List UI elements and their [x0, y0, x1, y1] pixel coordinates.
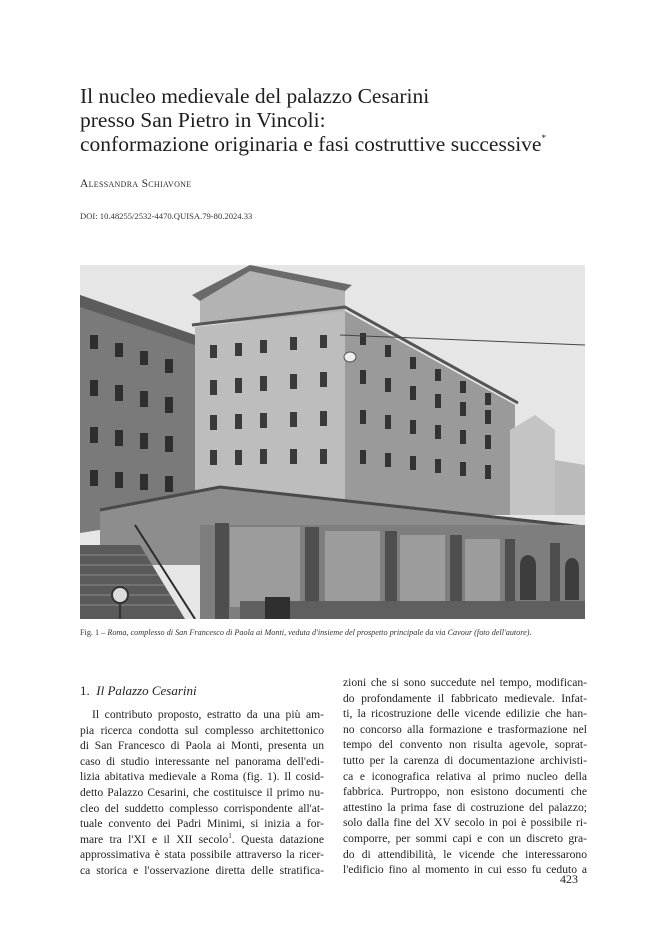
body-line: comporre, per sommi capi e con un discreto gra- — [343, 831, 587, 845]
body-line: caso di studio interessante nel panorama dell'edi- — [80, 754, 324, 768]
doi-identifier: DOI: 10.48255/2532-4470.QUISA.79-80.2024.33 — [80, 211, 253, 221]
footnote-ref: 1 — [228, 831, 232, 840]
title-line-1: Il nucleo medievale del palazzo Cesarini — [80, 84, 430, 108]
title-footnote-marker: * — [541, 133, 546, 143]
body-line: fabbrica. Purtroppo, non esistono documenti che — [343, 785, 587, 799]
figure-photo-palazzo — [80, 265, 585, 619]
body-line: ca e iconografica relativa al primo nucleo della — [343, 769, 587, 783]
body-line: Il contributo proposto, estratto da una più am- — [92, 708, 324, 721]
body-line: pia ricerca condotta sul complesso architettonico — [80, 723, 324, 737]
caption-label: Fig. 1 – — [80, 628, 108, 637]
body-line-tail: . Questa datazione — [231, 832, 324, 846]
figure-caption — [80, 628, 595, 637]
body-line: zioni che si sono succedute nel tempo, modifican- — [343, 676, 587, 689]
body-line: attestino la prima fase di costruzione del palazzo; — [343, 800, 587, 814]
body-line: do profondamente il fabbricato medievale. Infat- — [343, 691, 587, 705]
page-number: 423 — [560, 872, 578, 886]
body-line: no concorso alla formazione e trasformazione nel — [343, 722, 587, 736]
body-line: di San Francesco di Paola ai Monti, presenta un — [80, 739, 324, 753]
body-line: ca storica e l'osservazione diretta delle stratifica- — [80, 863, 324, 877]
body-line: solo dalla fine del XV secolo in poi è possibile ri- — [343, 816, 587, 830]
body-line: tutto per la carenza di documentazione archivisti- — [343, 753, 587, 767]
body-line: l'edificio fino al momento in cui esso fu ceduto a — [343, 863, 587, 877]
author-name: Alessandra Schiavone — [80, 178, 192, 190]
section-title: Il Palazzo Cesarini — [96, 683, 197, 698]
title-line-3: conformazione originaria e fasi costruttive successive — [80, 132, 542, 156]
body-column-right — [343, 675, 587, 878]
section-number: 1. — [80, 683, 90, 698]
body-line: tuale convento dei Padri Minimi, si inizia a for- — [80, 817, 324, 831]
body-line: cleo del suddetto complesso corrispondente all'at- — [80, 801, 324, 815]
body-line: detto Palazzo Cesarini, che costituisce il primo nu- — [80, 785, 324, 799]
article-title — [80, 84, 580, 156]
title-line-2: presso San Pietro in Vincoli: — [80, 108, 326, 132]
body-line-with-footnote — [80, 832, 324, 848]
body-line-text: mare tra l'XI e il XII secolo — [80, 832, 229, 846]
body-line: do di attendibilità, le vicende che interessarono — [343, 847, 587, 861]
caption-text: Roma, complesso di San Francesco di Paola ai Monti, veduta d'insieme del prospetto principale da via Cavour (foto dell'autore). — [107, 628, 532, 637]
body-line: ti, la ricostruzione delle vicende edilizie che han- — [343, 707, 587, 721]
section-heading — [80, 683, 197, 699]
body-line: approssimativa è stata possibile attraverso la ricer- — [80, 848, 324, 862]
body-column-left — [80, 707, 324, 879]
building-photograph — [80, 265, 585, 619]
body-line: tempo del convento non risulta agevole, soprat- — [343, 738, 587, 752]
body-line: lizia abitativa medievale a Roma (fig. 1). Il cosid- — [80, 770, 324, 784]
